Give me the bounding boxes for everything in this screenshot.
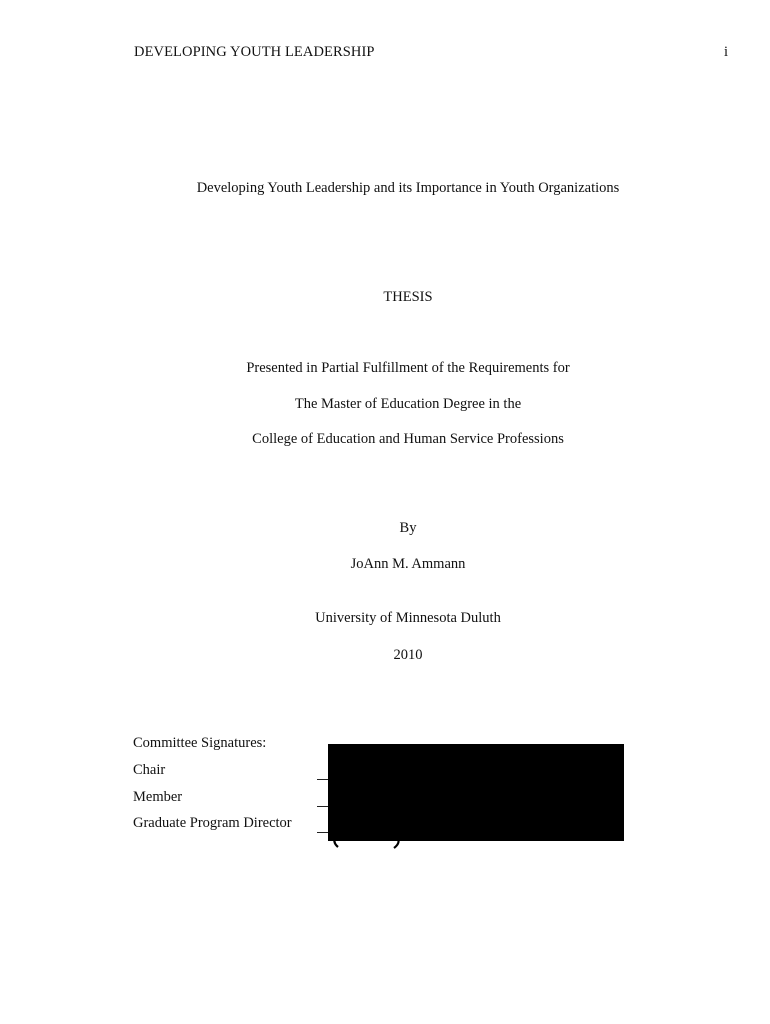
signature-role-chair: Chair bbox=[133, 762, 166, 778]
signature-role-director: Graduate Program Director bbox=[133, 815, 292, 831]
requirements-line-2: The Master of Education Degree in the bbox=[294, 396, 522, 412]
document-type-label: THESIS bbox=[383, 289, 433, 305]
publication-year: 2010 bbox=[393, 647, 423, 663]
signature-role-member: Member bbox=[133, 789, 183, 805]
requirements-line-3: College of Education and Human Service Professions bbox=[252, 431, 564, 447]
signatures-heading: Committee Signatures: bbox=[133, 735, 267, 751]
running-head: DEVELOPING YOUTH LEADERSHIP bbox=[134, 44, 375, 60]
author-name: JoAnn M. Ammann bbox=[350, 556, 466, 572]
requirements-line-1: Presented in Partial Fulfillment of the Requirements for bbox=[246, 360, 570, 376]
thesis-title: Developing Youth Leadership and its Importance in Youth Organizations bbox=[196, 180, 620, 196]
signature-fragment-icon bbox=[330, 834, 410, 850]
signature-redaction-box bbox=[328, 744, 624, 841]
by-label: By bbox=[399, 520, 417, 536]
page-number: i bbox=[723, 44, 728, 60]
institution-name: University of Minnesota Duluth bbox=[315, 610, 501, 626]
